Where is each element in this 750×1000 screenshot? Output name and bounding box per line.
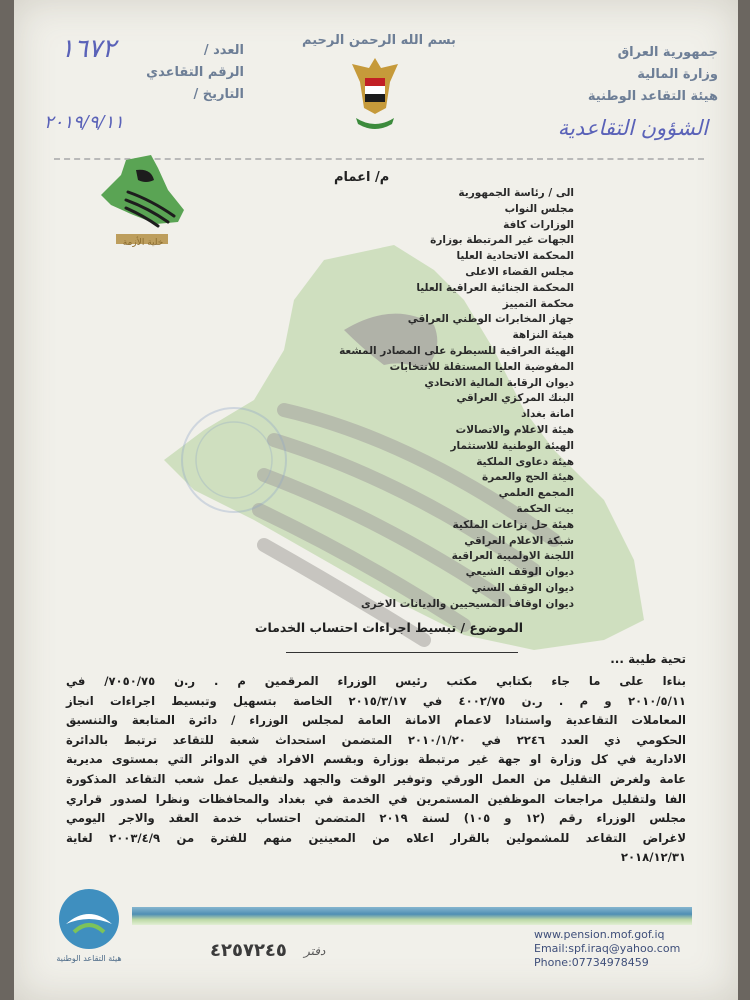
recipient-item: هيئة الحج والعمرة [482, 471, 574, 484]
subject-line: الموضوع / تبسيط اجراءات احتساب الخدمات [254, 620, 524, 635]
recipient-item: مجلس القضاء الاعلى [465, 265, 574, 278]
recipient-item: هيئة الاعلام والاتصالات [455, 423, 574, 436]
recipient-item: البنك المركزي العراقي [456, 392, 574, 405]
body-line: بناءا على ما جاء بكتابي مكتب رئيس الوزراء المرقمين م . ر.ن ٧٠٥٠/٧٥/ في [66, 674, 687, 688]
greeting: تحية طيبة ... [610, 652, 686, 666]
recipient-item: جهاز المخابرات الوطني العراقي [407, 313, 574, 326]
label-date: التاريخ / [193, 87, 244, 102]
recipient-item: المجمع العلمي [498, 487, 574, 500]
footer-color-bar [132, 907, 692, 925]
recipient-item: امانة بغداد [521, 408, 574, 421]
label-pension-number: الرقم التقاعدي [146, 65, 244, 80]
ministry-header [538, 42, 718, 108]
recipient-item: محكمة التمييز [502, 297, 574, 310]
recipient-item: المحكمة الجنائية العراقية العليا [416, 281, 574, 294]
handwritten-number: ١٦٧٢ [60, 34, 116, 64]
recipient-item: هيئة حل نزاعات الملكية [452, 518, 574, 531]
recipient-item: ديوان الوقف الشيعي [465, 566, 574, 579]
header-line-3: هيئة التقاعد الوطنية [587, 89, 718, 104]
circular-label: م/ اعمام [334, 170, 390, 185]
footer-contact [534, 928, 680, 970]
recipient-item: هيئة دعاوى الملكية [476, 455, 574, 468]
letter-page [14, 0, 738, 1000]
recipient-item: الجهات غير المرتبطة بوزارة [430, 234, 574, 247]
crisis-cell-caption: خلية الأزمة [122, 238, 164, 248]
subject-underline [286, 646, 518, 653]
website-link[interactable]: www.pension.mof.gof.iq [534, 928, 665, 941]
recipient-item: شبكة الاعلام العراقي [464, 534, 574, 547]
phone-number: Phone:07734978459 [534, 956, 649, 969]
recipient-item: بيت الحكمة [516, 502, 574, 515]
body-line: لاغراض التقاعد للمشمولين بالقرار اعلاه من المعينين منهم للفترة من ٢٠٠٣/٤/٩ لغاية [66, 830, 687, 845]
body-line: ٢٠١٨/١٢/٣١ [620, 850, 686, 865]
recipient-item: اللجنة الاولمبية العراقية [451, 550, 574, 563]
recipient-item: المفوضية العليا المستقلة للانتخابات [389, 360, 574, 373]
email-link[interactable]: Email:spf.iraq@yahoo.com [534, 942, 681, 955]
body-line: مجلس الوزراء رقم (١٢ و ١٠٥) لسنة ٢٠١٩ المتضمن احتساب خدمة العقد والاجر اليومي [66, 811, 686, 826]
recipient-item: المحكمة الاتحادية العليا [456, 250, 574, 263]
recipient-item: ديوان الوقف السني [471, 581, 574, 594]
recipient-item: مجلس النواب [504, 202, 574, 215]
recipient-item: هيئة النزاهة [512, 329, 574, 342]
reference-labels [134, 40, 244, 106]
body-line: الادارية في كل وزارة او جهة غير مرتبطة بوزارة وبقسم الافراد في الدوائر التي بمستوى مديرية [66, 752, 686, 767]
body-line: المعاملات التقاعدية واستنادا لاعمام الامانة العامة لمجلس الوزراء / دائرة المتابعة والتنسيق [66, 713, 686, 728]
recipient-item: الهيئة الوطنية للاستثمار [450, 439, 574, 452]
recipient-item: ديوان الرقابة المالية الاتحادي [424, 376, 574, 389]
serial-number: ٤٢٥٧٢٤٥ [210, 940, 287, 961]
basmala: بسم الله الرحمن الرحيم [302, 33, 456, 48]
body-line: الفا ولتقليل مراجعات الموظفين المستمرين في الخدمة في بغداد والمحافظات ونظرا لصدور قراري [66, 791, 686, 806]
label-number: العدد / [203, 43, 244, 58]
letter-body [66, 672, 686, 868]
recipient-list [274, 186, 574, 613]
header-line-2: وزارة المالية [637, 67, 718, 82]
handwritten-department: الشؤون التقاعدية [557, 116, 708, 140]
recipient-item: الهيئة العراقية للسيطرة على المصادر المشعة [339, 344, 574, 357]
recipient-item: الى / رئاسة الجمهورية [458, 187, 574, 199]
pension-authority-caption: هيئة التقاعد الوطنية [56, 954, 122, 963]
handwritten-date: ٢٠١٩/٩/١١ [44, 112, 124, 133]
recipient-item: ديوان اوقاف المسيحيين والديانات الاخرى [361, 597, 574, 610]
header-line-1: جمهورية العراق [617, 45, 718, 60]
body-line: ٢٠١٠/٥/١١ و م . ر.ن ٤٠٠٢/٧٥ في ٢٠١٥/٣/١٧ الخاصة بتسهيل وتبسيط اجراءات انجاز [66, 693, 686, 708]
serial-label: دفتر [304, 944, 326, 958]
pension-authority-logo-icon [54, 884, 124, 954]
body-line: الحكومي ذي العدد ٢٢٤٦ في ٢٠١٠/١/٢٠ المتضمن استحداث شعبة للتقاعد ترتبط بالدائرة [66, 732, 686, 747]
body-line: عامة ولغرض التقليل من العمل الورقي وتوفير الوقت والجهد ولتفعيل عمل شعب التقاعد المذكورة [66, 771, 686, 786]
recipient-item: الوزارات كافة [503, 218, 574, 231]
coat-of-arms-icon [346, 54, 404, 134]
